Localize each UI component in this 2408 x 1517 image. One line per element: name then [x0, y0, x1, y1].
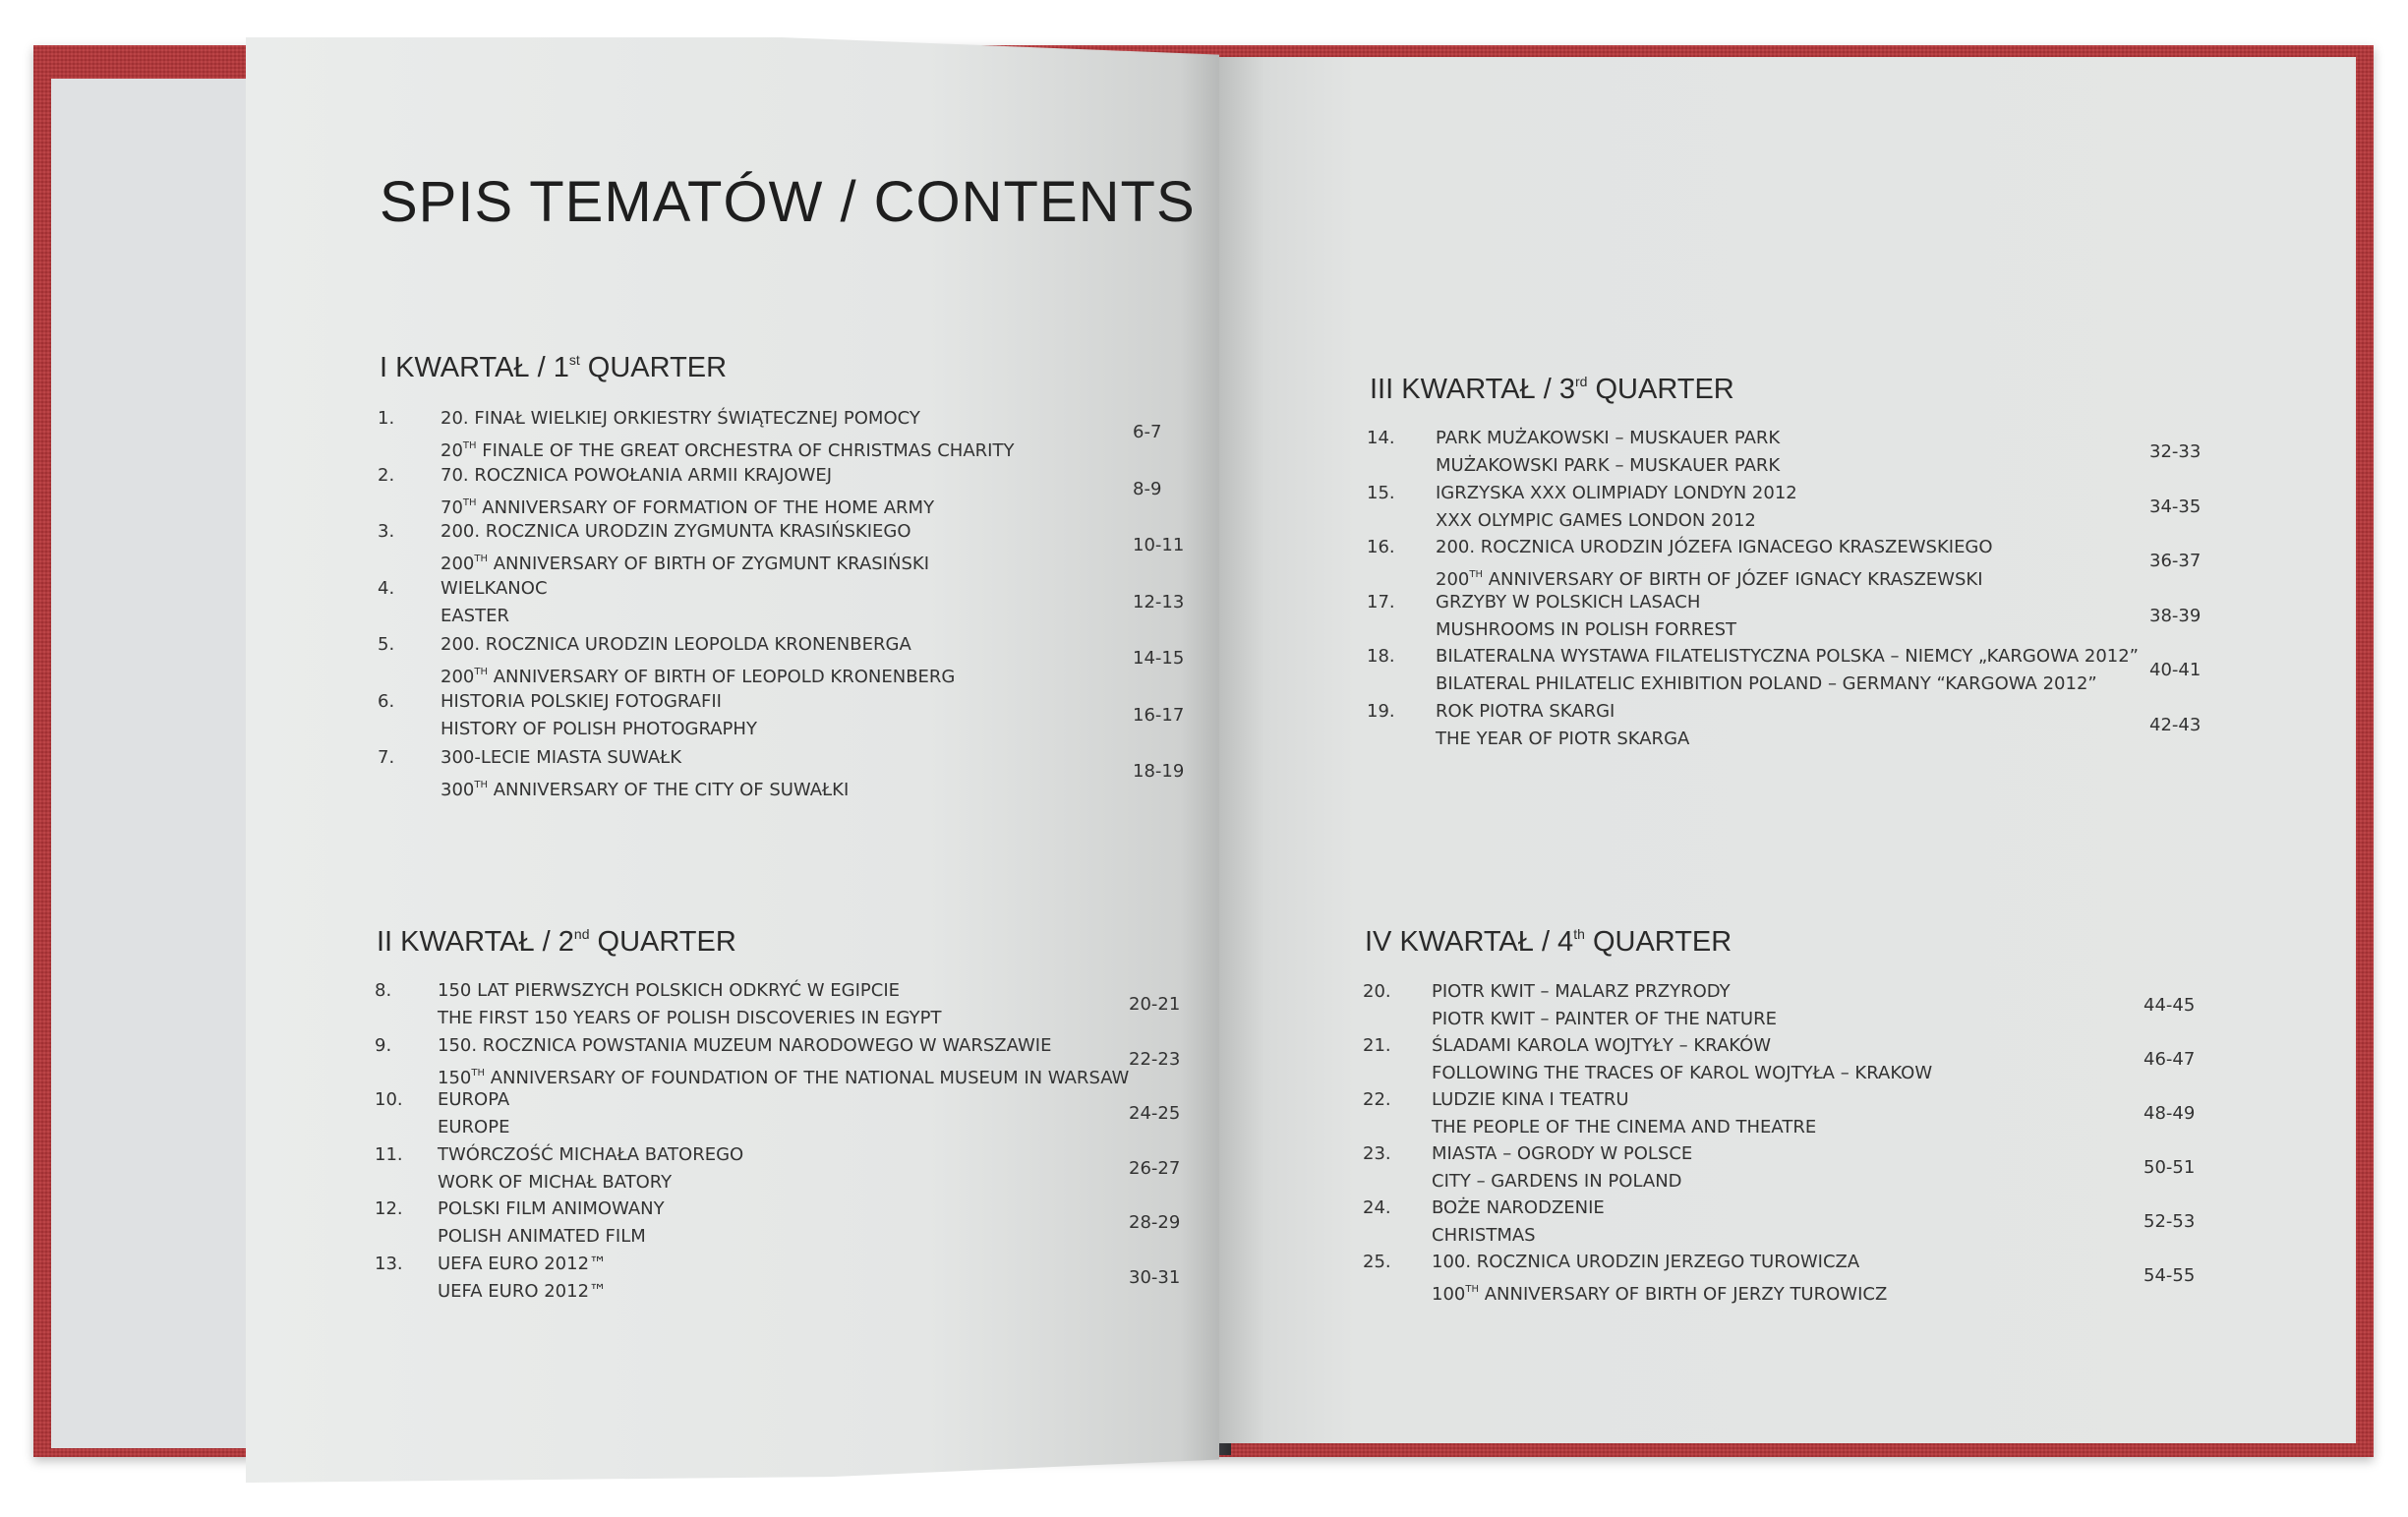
entry-title-polish: 200. ROCZNICA URODZIN ZYGMUNTA KRASIŃSKIEGO: [440, 521, 911, 542]
entry-number: 17.: [1367, 591, 1395, 613]
entry-title-english: 20TH FINALE OF THE GREAT ORCHESTRA OF CHRISTMAS CHARITY: [440, 440, 1015, 461]
entry-title-polish: PARK MUŻAKOWSKI – MUSKAUER PARK: [1436, 428, 1781, 448]
entry-pages: 24-25: [1129, 1103, 1181, 1124]
entry-title-english: EUROPE: [438, 1117, 510, 1138]
entry-number: 22.: [1363, 1089, 1391, 1110]
entry-title-polish: BOŻE NARODZENIE: [1432, 1197, 1605, 1218]
quarter-heading-tail: QUARTER: [1584, 926, 1733, 958]
entry-pages: 26-27: [1129, 1157, 1181, 1179]
quarter-heading: [1365, 926, 1732, 959]
entry-number: 7.: [378, 747, 395, 768]
entry-pages: 52-53: [2144, 1211, 2196, 1232]
entry-pages: 32-33: [2149, 441, 2202, 462]
quarter-heading-ordinal: th: [1573, 926, 1585, 942]
entry-pages: 14-15: [1133, 648, 1185, 669]
entry-title-english: CHRISTMAS: [1432, 1225, 1536, 1246]
entry-number: 15.: [1367, 482, 1395, 503]
entry-number: 9.: [375, 1034, 392, 1056]
quarter-heading-tail: QUARTER: [589, 926, 736, 958]
entry-title-polish: EUROPA: [438, 1089, 510, 1110]
entry-title-english: PIOTR KWIT – PAINTER OF THE NATURE: [1432, 1009, 1777, 1029]
entry-pages: 44-45: [2144, 995, 2196, 1016]
quarter-heading-main: I KWARTAŁ / 1: [380, 352, 569, 383]
quarter-heading: [377, 926, 736, 959]
entry-pages: 18-19: [1133, 761, 1185, 782]
entry-pages: 42-43: [2149, 714, 2202, 735]
entry-title-english: BILATERAL PHILATELIC EXHIBITION POLAND – GERMANY “KARGOWA 2012”: [1436, 673, 2097, 694]
entry-pages: 8-9: [1133, 478, 1162, 499]
quarter-heading-main: II KWARTAŁ / 2: [377, 926, 574, 958]
entry-title-polish: TWÓRCZOŚĆ MICHAŁA BATOREGO: [438, 1143, 744, 1165]
quarter-heading: [1370, 374, 1734, 406]
entry-title-polish: 20. FINAŁ WIELKIEJ ORKIESTRY ŚWIĄTECZNEJ POMOCY: [440, 408, 920, 429]
entry-title-polish: 150. ROCZNICA POWSTANIA MUZEUM NARODOWEGO W WARSZAWIE: [438, 1034, 1052, 1056]
entry-pages: 6-7: [1133, 422, 1162, 442]
entry-title-english: FOLLOWING THE TRACES OF KAROL WOJTYŁA – KRAKOW: [1432, 1063, 1933, 1083]
entry-number: 2.: [378, 464, 395, 486]
entry-number: 18.: [1367, 646, 1395, 667]
entry-number: 14.: [1367, 428, 1395, 448]
entry-pages: 16-17: [1133, 704, 1185, 726]
entry-pages: 36-37: [2149, 551, 2202, 571]
entry-title-english: UEFA EURO 2012™: [438, 1280, 608, 1302]
entry-title-english: 150TH ANNIVERSARY OF FOUNDATION OF THE NATIONAL MUSEUM IN WARSAW: [438, 1067, 1130, 1088]
entry-pages: 50-51: [2144, 1157, 2196, 1178]
entry-title-polish: 200. ROCZNICA URODZIN JÓZEFA IGNACEGO KRASZEWSKIEGO: [1436, 537, 1993, 557]
entry-number: 23.: [1363, 1143, 1391, 1164]
entry-number: 6.: [378, 690, 395, 712]
entry-title-english: XXX OLYMPIC GAMES LONDON 2012: [1436, 509, 1756, 531]
entry-title-english: MUSHROOMS IN POLISH FORREST: [1436, 618, 1737, 640]
entry-title-english: HISTORY OF POLISH PHOTOGRAPHY: [440, 718, 757, 739]
entry-pages: 38-39: [2149, 605, 2202, 626]
quarter-heading-ordinal: nd: [573, 926, 590, 942]
entry-title-english: 300TH ANNIVERSARY OF THE CITY OF SUWAŁKI: [440, 780, 850, 800]
entry-title-polish: GRZYBY W POLSKICH LASACH: [1436, 591, 1701, 613]
entry-title-polish: 70. ROCZNICA POWOŁANIA ARMII KRAJOWEJ: [440, 464, 833, 486]
entry-number: 13.: [375, 1253, 403, 1274]
entry-title-polish: BILATERALNA WYSTAWA FILATELISTYCZNA POLSKA – NIEMCY „KARGOWA 2012”: [1436, 646, 2140, 667]
entry-title-polish: HISTORIA POLSKIEJ FOTOGRAFII: [440, 690, 722, 712]
entry-pages: 22-23: [1129, 1048, 1181, 1070]
entry-title-english: CITY – GARDENS IN POLAND: [1432, 1171, 1682, 1192]
entry-number: 12.: [375, 1198, 403, 1219]
entry-pages: 12-13: [1133, 591, 1185, 613]
entry-title-polish: ROK PIOTRA SKARGI: [1436, 700, 1615, 722]
entry-number: 25.: [1363, 1252, 1391, 1272]
entry-pages: 10-11: [1133, 535, 1185, 555]
entry-pages: 28-29: [1129, 1212, 1181, 1233]
entry-number: 1.: [378, 408, 395, 429]
entry-pages: 34-35: [2149, 496, 2202, 517]
entry-pages: 40-41: [2149, 660, 2202, 680]
entry-number: 16.: [1367, 537, 1395, 557]
entry-title-polish: 300-LECIE MIASTA SUWAŁK: [440, 747, 682, 768]
entry-number: 19.: [1367, 700, 1395, 722]
entry-title-polish: UEFA EURO 2012™: [438, 1253, 608, 1274]
entry-pages: 20-21: [1129, 994, 1181, 1015]
quarter-heading-tail: QUARTER: [579, 352, 728, 383]
entry-number: 3.: [378, 521, 395, 542]
entry-title-english: 100TH ANNIVERSARY OF BIRTH OF JERZY TUROWICZ: [1432, 1284, 1888, 1305]
entry-number: 5.: [378, 634, 395, 655]
entry-title-polish: LUDZIE KINA I TEATRU: [1432, 1089, 1629, 1110]
entry-number: 20.: [1363, 981, 1391, 1002]
entry-title-polish: IGRZYSKA XXX OLIMPIADY LONDYN 2012: [1436, 482, 1797, 503]
entry-title-english: 70TH ANNIVERSARY OF FORMATION OF THE HOME ARMY: [440, 496, 935, 518]
quarter-heading-tail: QUARTER: [1587, 374, 1734, 405]
entry-title-polish: 150 LAT PIERWSZYCH POLSKICH ODKRYĆ W EGIPCIE: [438, 980, 901, 1001]
entry-title-english: THE PEOPLE OF THE CINEMA AND THEATRE: [1432, 1117, 1817, 1138]
entry-title-english: POLISH ANIMATED FILM: [438, 1226, 646, 1247]
entry-title-polish: 100. ROCZNICA URODZIN JERZEGO TUROWICZA: [1432, 1252, 1860, 1272]
quarter-heading-ordinal: st: [568, 352, 580, 368]
entry-title-polish: 200. ROCZNICA URODZIN LEOPOLDA KRONENBERGA: [440, 634, 911, 655]
quarter-heading: [380, 352, 727, 384]
page-title: SPIS TEMATÓW / CONTENTS: [380, 170, 1196, 234]
entry-number: 24.: [1363, 1197, 1391, 1218]
entry-title-english: THE FIRST 150 YEARS OF POLISH DISCOVERIES IN EGYPT: [438, 1008, 942, 1028]
entry-number: 4.: [378, 577, 395, 599]
entry-title-polish: POLSKI FILM ANIMOWANY: [438, 1198, 665, 1219]
entry-title-polish: WIELKANOC: [440, 577, 548, 599]
entry-title-english: 200TH ANNIVERSARY OF BIRTH OF LEOPOLD KRONENBERG: [440, 667, 956, 687]
entry-number: 8.: [375, 980, 392, 1001]
entry-title-english: 200TH ANNIVERSARY OF BIRTH OF JÓZEF IGNACY KRASZEWSKI: [1436, 569, 1983, 590]
entry-number: 11.: [375, 1143, 403, 1165]
entry-number: 10.: [375, 1089, 403, 1110]
quarter-heading-main: III KWARTAŁ / 3: [1370, 374, 1575, 405]
entry-pages: 46-47: [2144, 1049, 2196, 1070]
quarter-heading-main: IV KWARTAŁ / 4: [1365, 926, 1574, 958]
entry-number: 21.: [1363, 1035, 1391, 1056]
entry-title-english: THE YEAR OF PIOTR SKARGA: [1436, 728, 1690, 749]
entry-title-english: MUŻAKOWSKI PARK – MUSKAUER PARK: [1436, 455, 1781, 476]
entry-title-polish: PIOTR KWIT – MALARZ PRZYRODY: [1432, 981, 1731, 1002]
entry-pages: 30-31: [1129, 1266, 1181, 1288]
entry-pages: 54-55: [2144, 1265, 2196, 1286]
entry-title-polish: MIASTA – OGRODY W POLSCE: [1432, 1143, 1693, 1164]
entry-title-polish: ŚLADAMI KAROLA WOJTYŁY – KRAKÓW: [1432, 1035, 1772, 1056]
entry-pages: 48-49: [2144, 1103, 2196, 1124]
entry-title-english: 200TH ANNIVERSARY OF BIRTH OF ZYGMUNT KRASIŃSKI: [440, 554, 929, 574]
quarter-heading-ordinal: rd: [1574, 374, 1588, 389]
entry-title-english: WORK OF MICHAŁ BATORY: [438, 1171, 673, 1193]
entry-title-english: EASTER: [440, 605, 509, 626]
